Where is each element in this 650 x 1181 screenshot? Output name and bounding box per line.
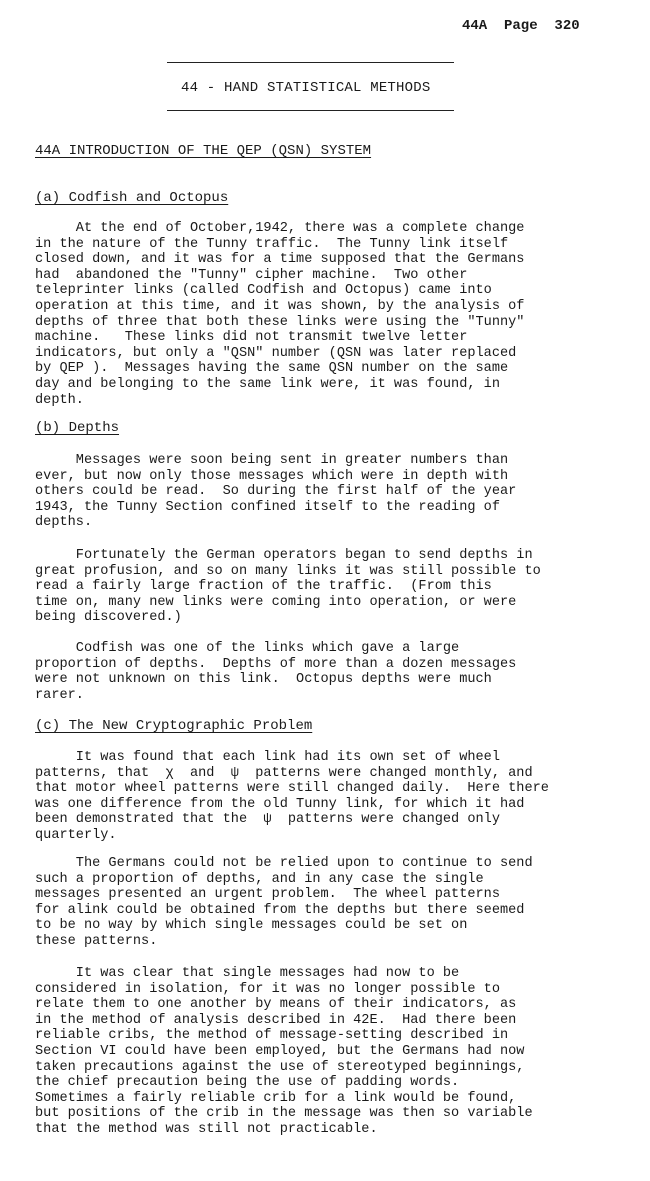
page-number: 44A Page 320 bbox=[462, 18, 580, 34]
text-line: that the method was still not practicable. bbox=[35, 1121, 378, 1137]
text-line: teleprinter links (called Codfish and Octopus) came into bbox=[35, 283, 492, 299]
text-line: in the method of analysis described in 42E. Had there been bbox=[35, 1012, 517, 1028]
text-line: depths of three that both these links were using the "Tunny" bbox=[35, 314, 525, 330]
text-line: these patterns. bbox=[35, 933, 158, 949]
text-line: being discovered.) bbox=[35, 610, 182, 626]
paragraph-c2 bbox=[35, 856, 533, 950]
text-line: Sometimes a fairly reliable crib for a link would be found, bbox=[35, 1090, 517, 1106]
text-line: operation at this time, and it was shown, by the analysis of bbox=[35, 298, 525, 314]
text-line: The Germans could not be relied upon to continue to send bbox=[35, 856, 533, 871]
text-line: It was clear that single messages had now to be bbox=[35, 966, 460, 981]
text-line: Messages were soon being sent in greater numbers than bbox=[35, 453, 509, 468]
text-line: that motor wheel patterns were still changed daily. Here there bbox=[35, 781, 549, 797]
paragraph-b1 bbox=[35, 453, 516, 531]
section-heading: 44A INTRODUCTION OF THE QEP (QSN) SYSTEM bbox=[35, 143, 372, 159]
text-line: the chief precaution being the use of padding words. bbox=[35, 1075, 460, 1091]
text-line: Section VI could have been employed, but the Germans had now bbox=[35, 1043, 525, 1059]
title-rule-top bbox=[167, 62, 454, 63]
text-line: machine. These links did not transmit twelve letter bbox=[35, 330, 468, 346]
text-line: rarer. bbox=[35, 687, 84, 703]
text-line: proportion of depths. Depths of more than a dozen messages bbox=[35, 656, 517, 672]
text-line: time on, many new links were coming into operation, or were bbox=[35, 594, 517, 610]
text-line: ever, but now only those messages which were in depth with bbox=[35, 468, 509, 484]
text-line: 1943, the Tunny Section confined itself to the reading of bbox=[35, 499, 500, 515]
text-line: It was found that each link had its own set of wheel bbox=[35, 750, 500, 765]
text-line: relate them to one another by means of their indicators, as bbox=[35, 997, 517, 1013]
chapter-title: 44 - HAND STATISTICAL METHODS bbox=[181, 80, 431, 96]
paragraph-a1 bbox=[35, 221, 524, 408]
text-line: quarterly. bbox=[35, 827, 117, 843]
text-line: closed down, and it was for a time supposed that the Germans bbox=[35, 252, 525, 268]
text-line: had abandoned the "Tunny" cipher machine. Two other bbox=[35, 267, 468, 283]
subsection-heading-a: (a) Codfish and Octopus bbox=[35, 190, 229, 206]
title-rule-bottom bbox=[167, 110, 454, 111]
text-line: taken precautions against the use of stereotyped beginnings, bbox=[35, 1059, 525, 1075]
subsection-heading-b: (b) Depths bbox=[35, 420, 120, 436]
text-line: been demonstrated that the ψ patterns were changed only bbox=[35, 812, 500, 828]
text-line: but positions of the crib in the message was then so variable bbox=[35, 1106, 533, 1122]
text-line: indicators, but only a "QSN" number (QSN was later replaced bbox=[35, 345, 517, 361]
text-line: Codfish was one of the links which gave a large bbox=[35, 641, 460, 656]
text-line: reliable cribs, the method of message-setting described in bbox=[35, 1028, 509, 1044]
text-line: to be no way by which single messages could be set on bbox=[35, 918, 468, 934]
text-line: At the end of October,1942, there was a complete change bbox=[35, 221, 525, 236]
text-line: were not unknown on this link. Octopus depths were much bbox=[35, 672, 492, 688]
text-line: Fortunately the German operators began to send depths in bbox=[35, 548, 533, 563]
text-line: others could be read. So during the first half of the year bbox=[35, 484, 517, 500]
text-line: in the nature of the Tunny traffic. The Tunny link itself bbox=[35, 236, 509, 252]
text-line: for alink could be obtained from the depths but there seemed bbox=[35, 902, 525, 918]
text-line: depth. bbox=[35, 392, 84, 408]
text-line: such a proportion of depths, and in any case the single bbox=[35, 871, 484, 887]
paragraph-b3 bbox=[35, 641, 516, 703]
text-line: patterns, that χ and ψ patterns were changed monthly, and bbox=[35, 765, 533, 781]
paragraph-c3 bbox=[35, 966, 533, 1138]
text-line: great profusion, and so on many links it was still possible to bbox=[35, 563, 541, 579]
text-line: depths. bbox=[35, 515, 93, 531]
text-line: by QEP ). Messages having the same QSN number on the same bbox=[35, 361, 509, 377]
subsection-heading-c: (c) The New Cryptographic Problem bbox=[35, 718, 313, 734]
text-line: considered in isolation, for it was no longer possible to bbox=[35, 981, 500, 997]
text-line: read a fairly large fraction of the traffic. (From this bbox=[35, 579, 492, 595]
text-line: was one difference from the old Tunny link, for which it had bbox=[35, 796, 525, 812]
text-line: messages presented an urgent problem. The wheel patterns bbox=[35, 887, 500, 903]
paragraph-b2 bbox=[35, 548, 541, 626]
text-line: day and belonging to the same link were, it was found, in bbox=[35, 376, 500, 392]
paragraph-c1 bbox=[35, 750, 549, 844]
